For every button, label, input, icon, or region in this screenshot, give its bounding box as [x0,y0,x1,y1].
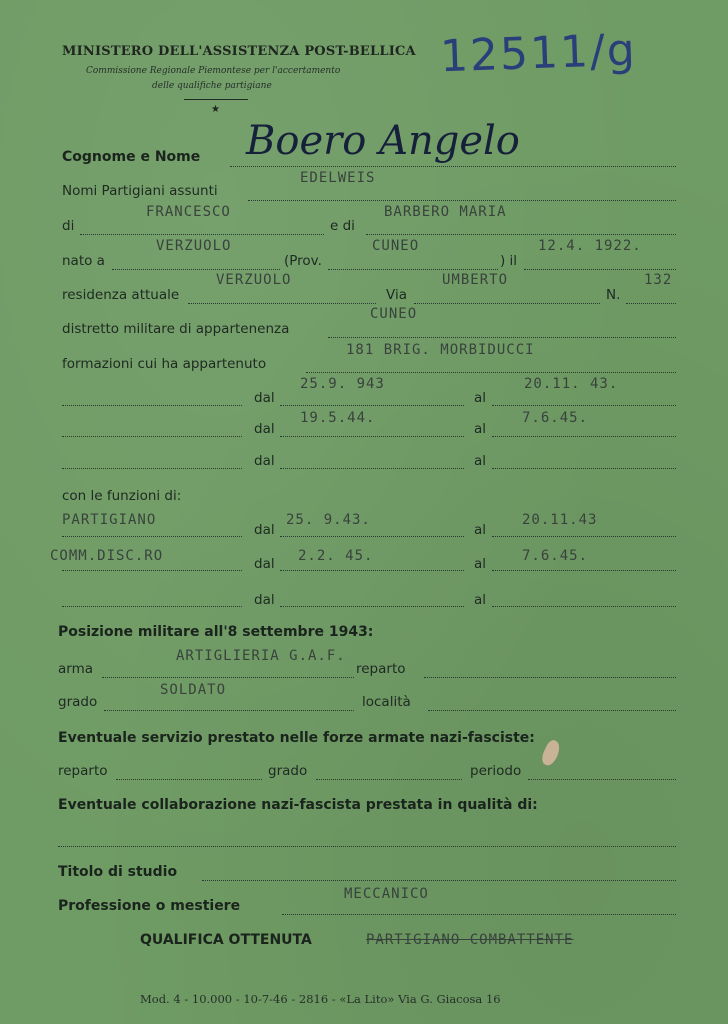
nazi-service-heading: Eventuale servizio prestato nelle forze armate nazi-fasciste: [58,730,535,746]
formations-value: 181 BRIG. MORBIDUCCI [346,342,535,358]
header-divider [184,99,248,100]
military-heading: Posizione militare all'8 settembre 1943: [58,624,374,640]
function-row-1-dal-line [280,536,464,537]
functions-label: con le funzioni di: [62,488,182,504]
birth-date: 12.4. 1922. [538,238,642,254]
period-row-2-dal-label: dal [254,421,275,437]
profession-label: Professione o mestiere [58,898,241,914]
function-row-2-dal-line [280,570,464,571]
birth-place: VERZUOLO [156,238,232,254]
alias-line [248,200,676,201]
function-row-2-line [62,570,242,571]
alias-label: Nomi Partigiani assunti [62,183,218,199]
name-value: Boero Angelo [246,118,520,164]
date-label: ) il [500,253,518,269]
number-line [626,303,676,304]
ministry-title: MINISTERO DELL'ASSISTENZA POST-BELLICA [62,44,416,59]
period-row-1-dal: 25.9. 943 [300,376,385,392]
birth-place-line [112,269,280,270]
period-row-1-al: 20.11. 43. [524,376,619,392]
nazi-grado-label: grado [268,763,308,779]
formations-label: formazioni cui ha appartenuto [62,356,267,372]
star-icon: ★ [211,104,220,115]
period-row-2-al-label: al [474,421,487,437]
father-line [80,234,324,235]
collaboration-heading: Eventuale collaborazione nazi-fascista prestata in qualità di: [58,797,538,813]
date-line [524,269,676,270]
district-line [328,337,676,338]
arma-line [102,677,354,678]
prov-label: (Prov. [284,253,322,269]
period-row-1-dal-label: dal [254,390,275,406]
localita-label: località [362,694,411,710]
function-row-2-dal: 2.2. 45. [298,548,374,564]
function-row-2-al-label: al [474,556,487,572]
stain-mark [539,738,563,767]
formations-line [306,372,676,373]
mother-label: e di [330,218,355,234]
nazi-reparto-label: reparto [58,763,108,779]
function-row-3-dal-line [280,606,464,607]
period-row-2-dal: 19.5.44. [300,410,376,426]
studies-line [202,880,676,881]
via-label: Via [386,287,407,303]
district-value: CUNEO [370,306,418,322]
period-row-2-al-line [492,436,676,437]
profession-line [282,914,676,915]
period-row-2-dal-line [280,436,464,437]
via-line [414,303,600,304]
alias-value: EDELWEIS [300,170,376,186]
period-row-1-dal-line [280,405,464,406]
function-row-1-line [62,536,242,537]
studies-label: Titolo di studio [58,864,178,880]
period-row-1-blank [62,405,242,406]
district-label: distretto militare di appartenenza [62,321,290,337]
form-footer: Mod. 4 - 10.000 - 10-7-46 - 2816 - «La Lito» Via G. Giacosa 16 [140,992,501,1006]
via-value: UMBERTO [442,272,509,288]
nazi-grado-line [316,779,462,780]
grado-value: SOLDATO [160,682,227,698]
qualifica-value: PARTIGIANO COMBATTENTE [366,932,574,948]
arma-value: ARTIGLIERIA G.A.F. [176,648,346,664]
prov-value: CUNEO [372,238,420,254]
commission-line-2: delle qualifiche partigiane [152,81,272,91]
reparto-line [424,677,676,678]
nazi-periodo-line [528,779,676,780]
mother-value: BARBERO MARIA [384,204,507,220]
period-row-1-al-line [492,405,676,406]
localita-line [428,710,676,711]
function-row-2-al: 7.6.45. [522,548,589,564]
grado-label: grado [58,694,98,710]
function-row-3-al-line [492,606,676,607]
function-row-1-al-label: al [474,522,487,538]
arma-label: arma [58,661,94,677]
grado-line [104,710,354,711]
period-row-2-blank [62,436,242,437]
period-row-3-al-line [492,468,676,469]
reparto-label: reparto [356,661,406,677]
period-row-1-al-label: al [474,390,487,406]
period-row-3-al-label: al [474,453,487,469]
period-row-2-al: 7.6.45. [522,410,589,426]
period-row-3-dal-label: dal [254,453,275,469]
period-row-3-dal-line [280,468,464,469]
father-label: di [62,218,75,234]
nazi-periodo-label: periodo [470,763,522,779]
name-label: Cognome e Nome [62,149,201,165]
commission-line-1: Commissione Regionale Piemontese per l'accertamento [86,66,341,76]
number-label: N. [606,287,621,303]
function-row-1-al-line [492,536,676,537]
function-row-2-al-line [492,570,676,571]
function-row-2-role: COMM.DISC.RO [50,548,164,564]
qualifica-label: QUALIFICA OTTENUTA [140,932,312,948]
profession-value: MECCANICO [344,886,429,902]
name-line [230,166,676,167]
residence-label: residenza attuale [62,287,180,303]
function-row-1-dal: 25. 9.43. [286,512,371,528]
function-row-3-line [62,606,242,607]
residence-line [188,303,376,304]
period-row-3-blank [62,468,242,469]
birth-label: nato a [62,253,105,269]
function-row-1-al: 20.11.43 [522,512,598,528]
nazi-reparto-line [116,779,262,780]
function-row-3-al-label: al [474,592,487,608]
residence-value: VERZUOLO [216,272,292,288]
archive-number: 12511/g [439,24,638,83]
function-row-3-dal-label: dal [254,592,275,608]
prov-line [328,269,498,270]
number-value: 132 [644,272,673,288]
function-row-2-dal-label: dal [254,556,275,572]
father-value: FRANCESCO [146,204,231,220]
mother-line [366,234,676,235]
function-row-1-role: PARTIGIANO [62,512,157,528]
function-row-1-dal-label: dal [254,522,275,538]
collaboration-line [58,846,676,847]
